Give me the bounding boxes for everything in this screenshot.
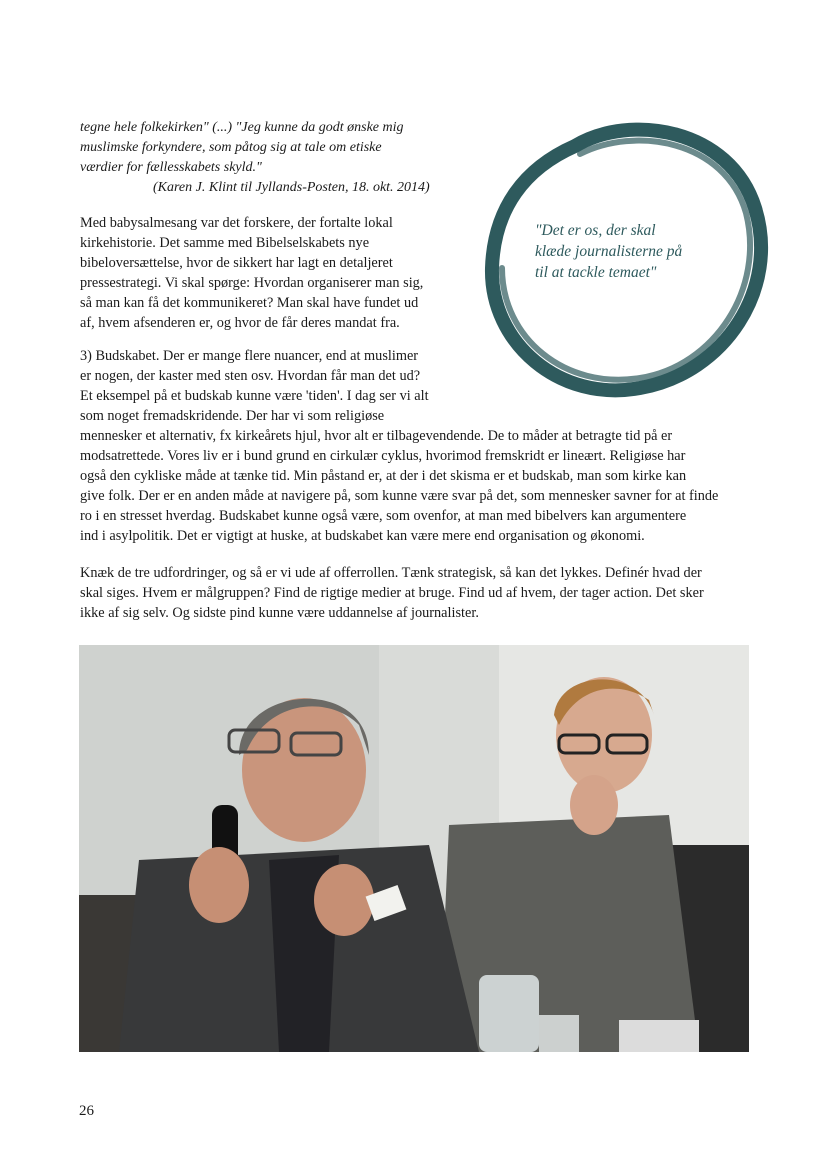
text-line: give folk. Der er en anden måde at navigere på, som kunne være svar på det, som mennesker savner for at finde — [80, 488, 719, 504]
text-line: bibeloversættelse, hvor de sikkert har lagt en detaljeret — [80, 255, 393, 271]
pull-quote-text — [535, 220, 735, 283]
text-line: Med babysalmesang var det forskere, der fortalte lokal — [80, 215, 393, 231]
text-line: pressestrategi. Vi skal spørge: Hvordan organiserer man sig, — [80, 275, 424, 291]
quote-line: muslimske forkyndere, som påtog sig at tale om etiske — [80, 140, 382, 155]
quote-line: værdier for fællesskabets skyld." — [80, 160, 262, 175]
intro-quote — [80, 118, 480, 198]
text-line: kirkehistorie. Det samme med Bibelselskabets nye — [80, 235, 370, 251]
text-line: er nogen, der kaster med sten osv. Hvordan får man det ud? — [80, 368, 421, 384]
pull-quote-line: til at tackle temaet" — [535, 264, 657, 281]
text-line: som noget fremadskridende. Der har vi som religiøse — [80, 408, 385, 424]
text-line: modsatrettede. Vores liv er i bund grund en cirkulær cyklus, hvorimod fremskridt er lineært. Religiøse har — [80, 448, 686, 464]
text-line: ro i en stresset hverdag. Budskabet kunne også være, som ovenfor, at man med bibelvers kan argumentere — [80, 508, 687, 524]
quote-source: (Karen J. Klint til Jyllands-Posten, 18. okt. 2014) — [153, 180, 430, 195]
text-line: skal siges. Hvem er målgruppen? Find de rigtige medier at bruge. Find ud af hvem, der tager action. Det sker — [80, 585, 704, 601]
speakers-photo — [79, 645, 749, 1052]
text-line: 3) Budskabet. Der er mange flere nuancer, end at muslimer — [80, 348, 419, 364]
text-line: ind i asylpolitik. Det er vigtigt at huske, at budskabet kan være mere end organisation og økonomi. — [80, 528, 645, 544]
page-number: 26 — [79, 1103, 94, 1119]
pull-quote-line: klæde journalisterne på — [535, 243, 683, 260]
text-line: mennesker et alternativ, fx kirkeårets hjul, hvor alt er tilbagevendende. De to måder at betragte tid på er — [80, 428, 673, 444]
text-line: af, hvem afsenderen er, og hvor de får deres mandat fra. — [80, 315, 400, 331]
text-line: også den cykliske måde at tænke tid. Min påstand er, at der i det skisma er et budskab, man som kirke kan — [80, 468, 687, 484]
paragraph-3 — [80, 563, 704, 623]
quote-line: tegne hele folkekirken" (...) "Jeg kunne da godt ønske mig — [80, 120, 404, 135]
text-line: så man kan få det kommunikeret? Man skal have fundet ud — [80, 295, 419, 311]
pull-quote-line: "Det er os, der skal — [535, 222, 656, 239]
paragraph-1 — [80, 213, 423, 333]
text-line: ikke af sig selv. Og sidste pind kunne være uddannelse af journalister. — [80, 605, 479, 621]
text-line: Et eksempel på et budskab kunne være 'tiden'. I dag ser vi alt — [80, 388, 429, 404]
text-line: Knæk de tre udfordringer, og så er vi ude af offerrollen. Tænk strategisk, så kan det lykkes. Definér hvad der — [80, 565, 702, 581]
